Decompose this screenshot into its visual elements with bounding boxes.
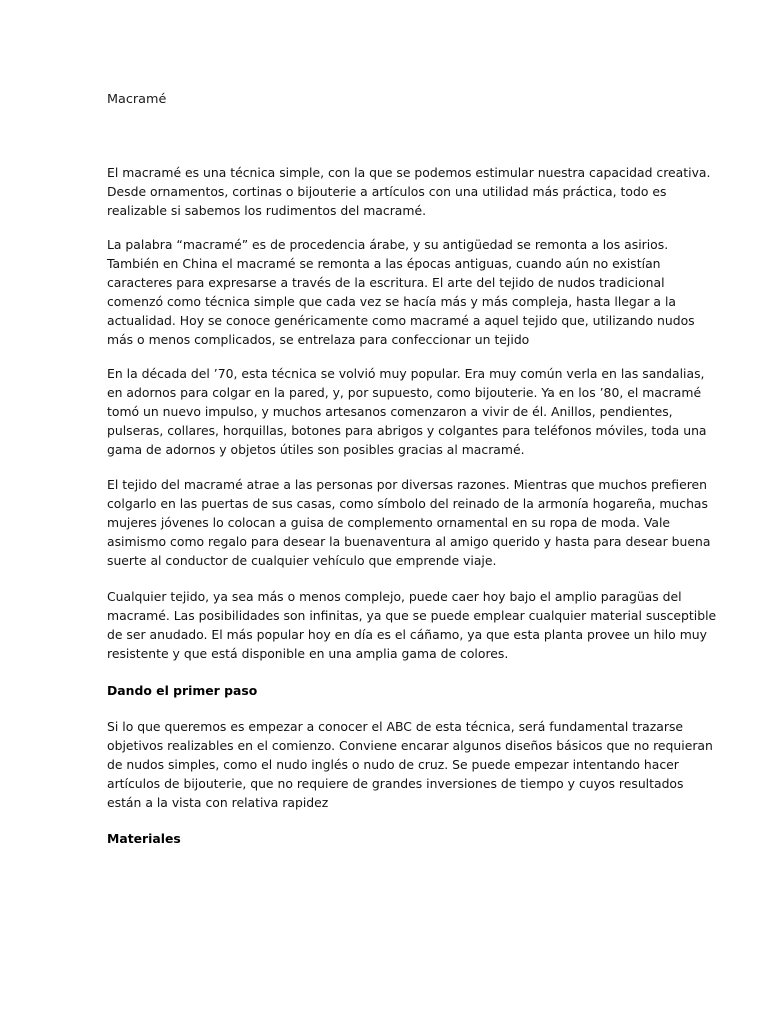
paragraph-line: suerte al conductor de cualquier vehículo que emprende viaje. [107, 553, 497, 568]
paragraph-line: más o menos complicados, se entrelaza para confeccionar un tejido [107, 332, 530, 347]
paragraph-line: en adornos para colgar en la pared, y, por supuesto, como bijouterie. Ya en los ’80, el macramé [107, 385, 702, 400]
section-heading-first-step: Dando el primer paso [107, 683, 258, 698]
paragraph-line: de nudos simples, como el nudo inglés o nudo de cruz. Se puede empezar intentando hacer [107, 757, 679, 772]
paragraph-line: El tejido del macramé atrae a las personas por diversas razones. Mientras que muchos prefieren [107, 477, 708, 492]
paragraph-line: colgarlo en las puertas de sus casas, como símbolo del reinado de la armonía hogareña, muchas [107, 496, 708, 511]
paragraph-line: de ser anudado. El más popular hoy en día es el cáñamo, ya que esta planta provee un hilo muy [107, 627, 707, 642]
paragraph-line: Cualquier tejido, ya sea más o menos complejo, puede caer hoy bajo el amplio paragüas del [107, 589, 682, 604]
paragraph-line: realizable si sabemos los rudimentos del macramé. [107, 203, 427, 218]
section-heading-materials: Materiales [107, 831, 181, 846]
paragraph-origin [107, 235, 695, 349]
paragraph-line: asimismo como regalo para desear la buenaventura al amigo querido y hasta para desear buena [107, 534, 711, 549]
paragraph-line: mujeres jóvenes lo colocan a guisa de complemento ornamental en su ropa de moda. Vale [107, 515, 671, 530]
paragraph-line: artículos de bijouterie, que no requiere de grandes inversiones de tiempo y cuyos resultados [107, 776, 684, 791]
paragraph-seventies [107, 364, 707, 459]
paragraph-line: Si lo que queremos es empezar a conocer el ABC de esta técnica, será fundamental trazarse [107, 719, 684, 734]
paragraph-appeal [107, 475, 710, 570]
paragraph-line: En la década del ’70, esta técnica se volvió muy popular. Era muy común verla en las sandalias, [107, 366, 705, 381]
paragraph-materials-overview [107, 587, 716, 663]
paragraph-line: resistente y que está disponible en una amplia gama de colores. [107, 646, 509, 661]
paragraph-line: caracteres para expresarse a través de la escritura. El arte del tejido de nudos tradicional [107, 275, 665, 290]
paragraph-intro [107, 163, 710, 220]
paragraph-line: actualidad. Hoy se conoce genéricamente como macramé a aquel tejido que, utilizando nudos [107, 313, 695, 328]
paragraph-line: macramé. Las posibilidades son infinitas, ya que se puede emplear cualquier material susceptible [107, 608, 717, 623]
paragraph-line: pulseras, collares, horquillas, botones para abrigos y colgantes para teléfonos móviles, toda una [107, 423, 707, 438]
paragraph-line: objetivos realizables en el comienzo. Conviene encarar algunos diseños básicos que no requieran [107, 738, 713, 753]
paragraph-line: Desde ornamentos, cortinas o bijouterie a artículos con una utilidad más práctica, todo es [107, 184, 667, 199]
paragraph-line: La palabra “macramé” es de procedencia árabe, y su antigüedad se remonta a los asirios. [107, 237, 669, 252]
paragraph-line: gama de adornos y objetos útiles son posibles gracias al macramé. [107, 442, 525, 457]
paragraph-line: También en China el macramé se remonta a las épocas antiguas, cuando aún no existían [107, 256, 661, 271]
paragraph-line: tomó un nuevo impulso, y muchos artesanos comenzaron a vivir de él. Anillos, pendientes, [107, 404, 673, 419]
paragraph-line: están a la vista con relativa rapidez [107, 795, 329, 810]
paragraph-line: El macramé es una técnica simple, con la que se podemos estimular nuestra capacidad creativa. [107, 165, 711, 180]
paragraph-first-step [107, 717, 713, 812]
paragraph-line: comenzó como técnica simple que cada vez se hacía más y más compleja, hasta llegar a la [107, 294, 676, 309]
document-title: Macramé [107, 92, 167, 107]
